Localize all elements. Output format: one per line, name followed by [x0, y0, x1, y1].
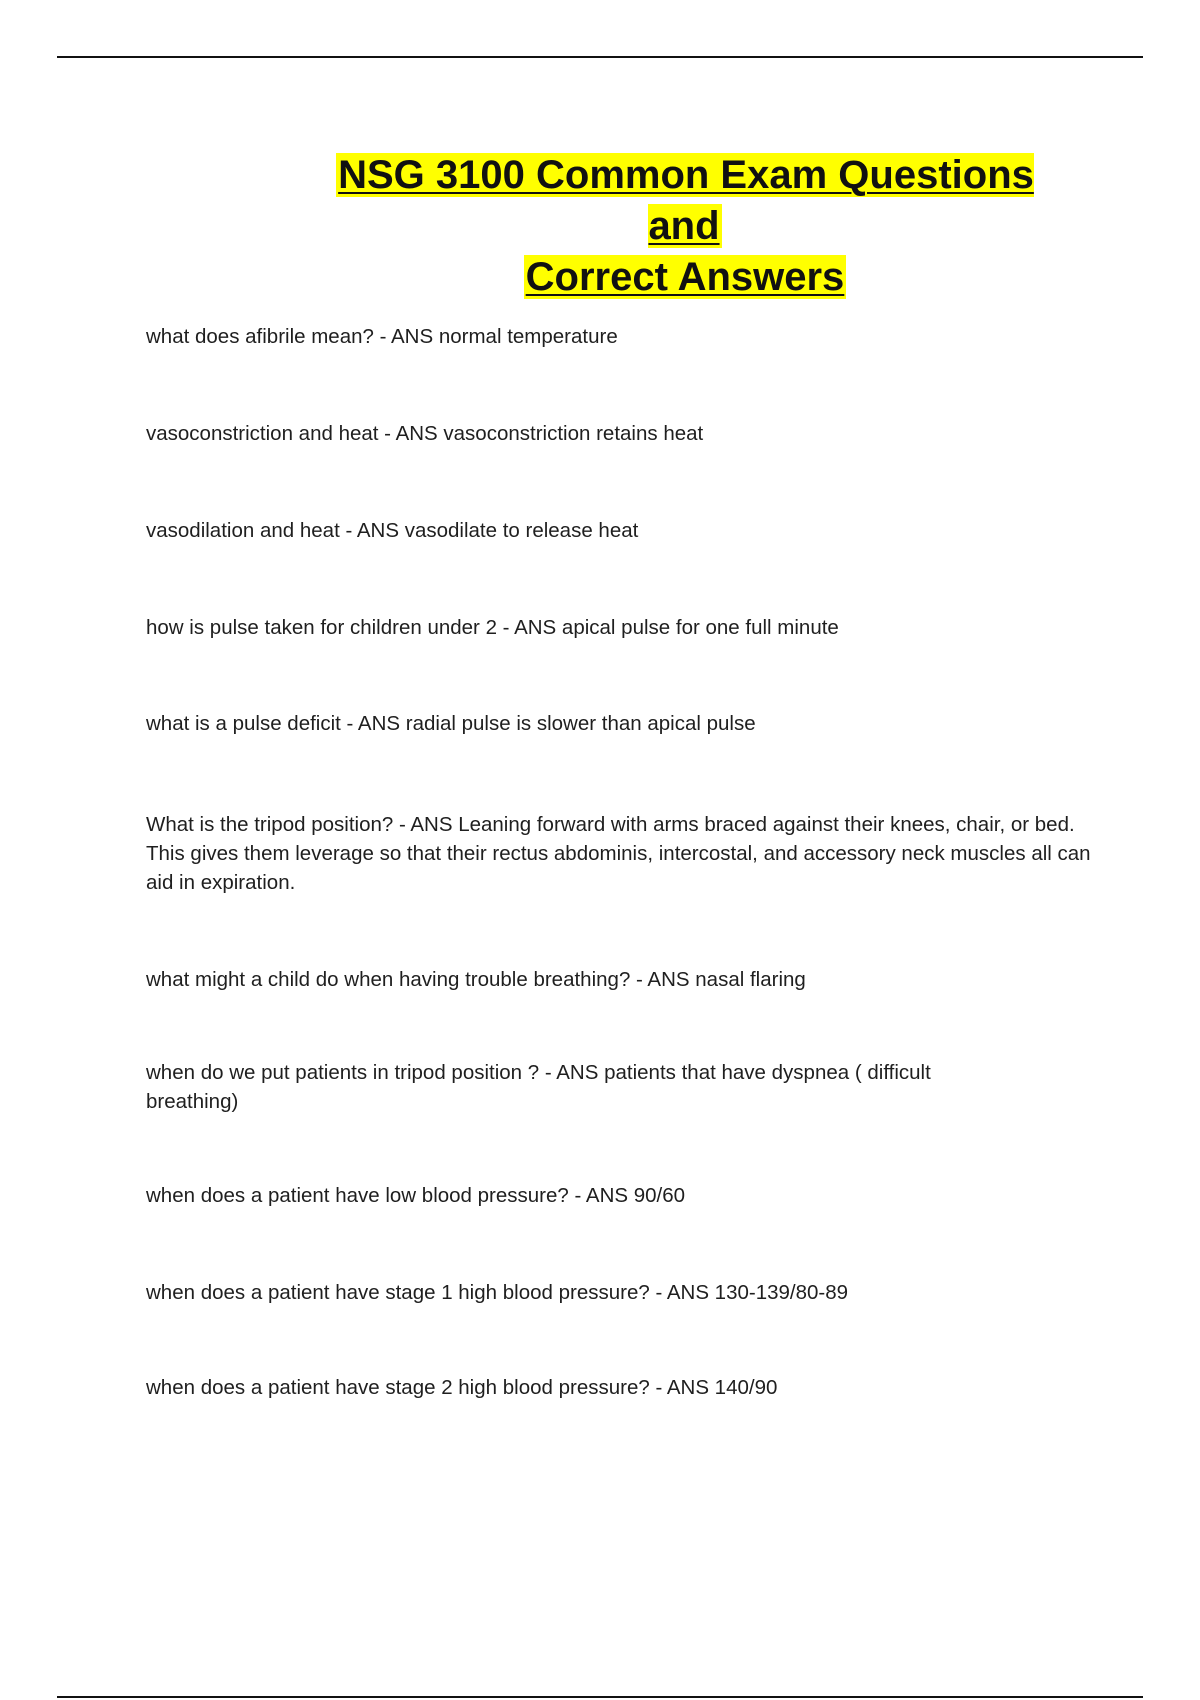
- qa-item: vasoconstriction and heat - ANS vasoconstriction retains heat: [146, 422, 704, 445]
- title-line-1: NSG 3100 Common Exam Questions and: [338, 153, 1034, 248]
- qa-item: vasodilation and heat - ANS vasodilate to release heat: [146, 519, 639, 542]
- qa-item: what might a child do when having trouble breathing? - ANS nasal flaring: [146, 968, 806, 991]
- qa-item: what is a pulse deficit - ANS radial pulse is slower than apical pulse: [146, 712, 756, 735]
- qa-item: when does a patient have low blood pressure? - ANS 90/60: [146, 1184, 686, 1207]
- qa-item: what does afibrile mean? - ANS normal temperature: [146, 325, 618, 348]
- qa-item: when do we put patients in tripod position ? - ANS patients that have dyspnea ( difficult breathing): [146, 1061, 931, 1113]
- document-title: [300, 150, 1070, 303]
- qa-item: What is the tripod position? - ANS Leaning forward with arms braced against their knees, chair, or bed. This gives them leverage so that their rectus abdominis, intercostal, and accessory neck muscles all can aid in expiration.: [146, 813, 1091, 894]
- qa-item: when does a patient have stage 1 high blood pressure? - ANS 130-139/80-89: [146, 1281, 849, 1304]
- qa-item: when does a patient have stage 2 high blood pressure? - ANS 140/90: [146, 1376, 778, 1399]
- bottom-rule: [57, 1696, 1143, 1698]
- title-line-2: Correct Answers: [525, 255, 845, 299]
- top-rule: [57, 56, 1143, 58]
- qa-item: how is pulse taken for children under 2 - ANS apical pulse for one full minute: [146, 616, 839, 639]
